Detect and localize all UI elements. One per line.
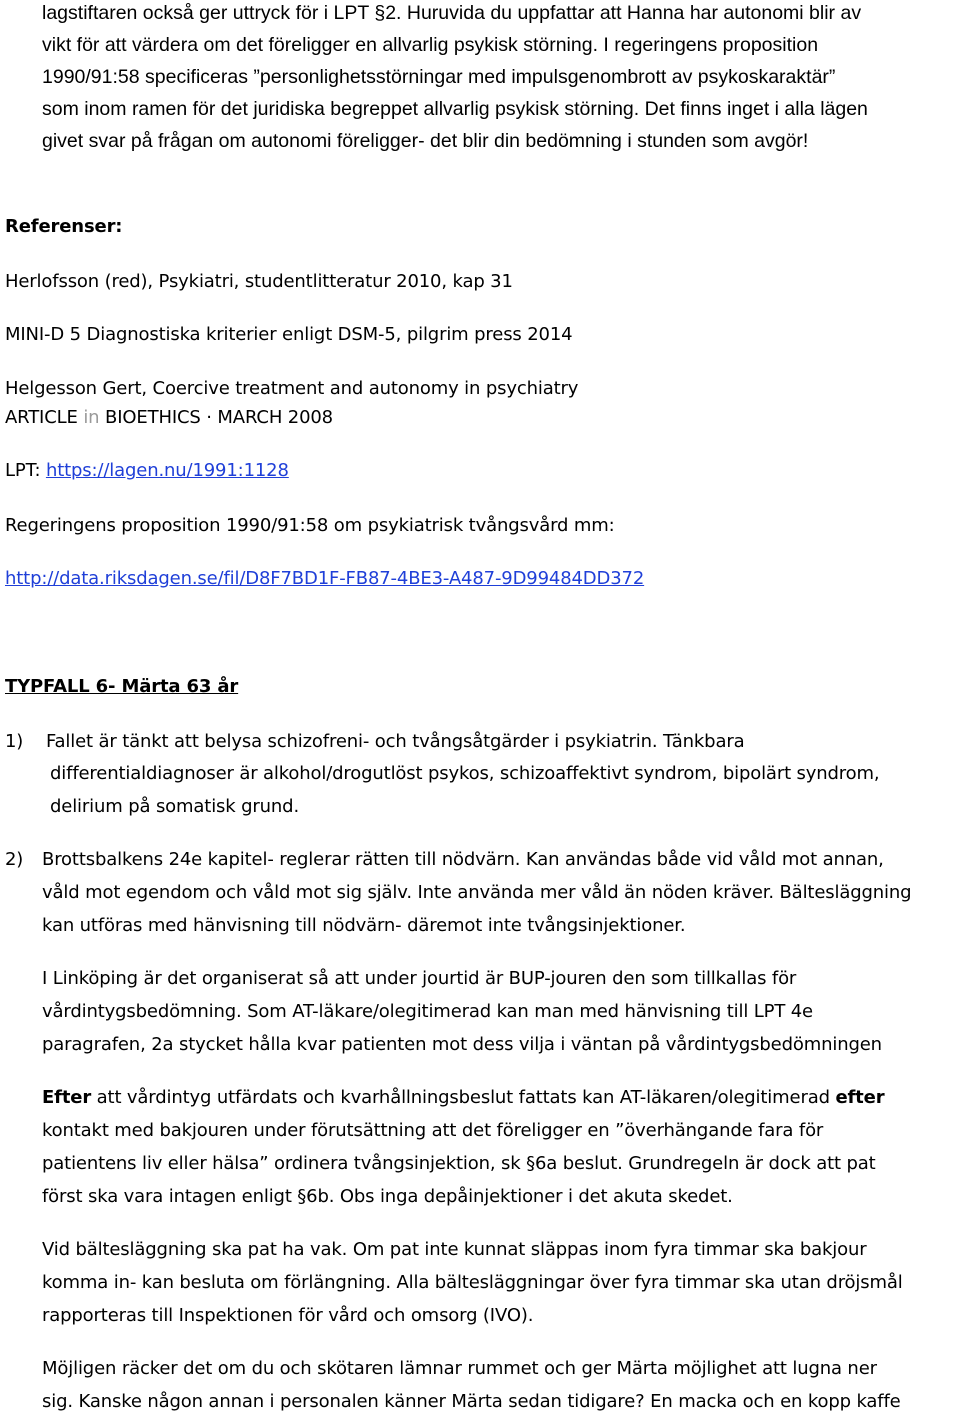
reference-proposition-url <box>5 567 644 591</box>
efter-line-1 <box>42 1086 884 1110</box>
efter-line-2: kontakt med bakjouren under förutsättning att det föreligger en ”överhängande fara för <box>42 1120 824 1141</box>
balte-line-2: komma in- kan besluta om förlängning. Alla bältesläggningar över fyra timmar ska utan dröjsmål <box>42 1272 903 1293</box>
reference-helgesson: Helgesson Gert, Coercive treatment and autonomy in psychiatry <box>5 378 579 399</box>
in-label: in <box>83 407 100 428</box>
item-1-line-2: differentialdiagnoser är alkohol/drogutlöst psykos, schizoaffektivt syndrom, bipolärt syndrom, <box>50 763 880 784</box>
reference-proposition: Regeringens proposition 1990/91:58 om psykiatrisk tvångsvård mm: <box>5 515 615 536</box>
balte-line-1: Vid bältesläggning ska pat ha vak. Om pat inte kunnat släppas inom fyra timmar ska bakjour <box>42 1239 867 1260</box>
case-heading: TYPFALL 6- Märta 63 år <box>5 676 239 697</box>
intro-line-5: givet svar på frågan om autonomi föreligger- det blir din bedömning i stunden som avgör! <box>42 130 809 152</box>
item-1-number: 1) <box>5 731 24 752</box>
intro-line-1: lagstiftaren också ger uttryck för i LPT §2. Huruvida du uppfattar att Hanna har autonomi blir av <box>42 2 862 24</box>
intro-line-2: vikt för att värdera om det föreligger en allvarlig psykisk störning. I regeringens proposition <box>42 34 819 56</box>
intro-line-3: 1990/91:58 specificeras ”personlighetsstörningar med impulsgenombrott av psykoskaraktär” <box>42 66 836 88</box>
linkoping-line-3: paragrafen, 2a stycket hålla kvar patienten mot dess vilja i väntan på vårdintygsbedömningen <box>42 1034 882 1055</box>
efter-bold-2: efter <box>835 1087 885 1108</box>
proposition-link[interactable]: http://data.riksdagen.se/fil/D8F7BD1F-FB87-4BE3-A487-9D99484DD372 <box>5 568 645 589</box>
item-2-line-1: Brottsbalkens 24e kapitel- reglerar rätten till nödvärn. Kan användas både vid våld mot annan, <box>42 849 884 870</box>
lpt-link[interactable]: https://lagen.nu/1991:1128 <box>45 460 289 481</box>
last-line-1: Möjligen räcker det om du och skötaren lämnar rummet och ger Märta möjlighet att lugna ner <box>42 1358 877 1379</box>
article-label: ARTICLE <box>5 407 78 428</box>
journal-label: BIOETHICS · MARCH 2008 <box>105 407 333 428</box>
reference-lpt <box>5 459 289 483</box>
efter-line-4: först ska vara intagen enligt §6b. Obs inga depåinjektioner i det akuta skedet. <box>42 1186 733 1207</box>
reference-mini-d: MINI-D 5 Diagnostiska kriterier enligt DSM-5, pilgrim press 2014 <box>5 324 573 345</box>
item-2-line-3: kan utföras med hänvisning till nödvärn- däremot inte tvångsinjektioner. <box>42 915 686 936</box>
references-heading: Referenser: <box>5 216 123 237</box>
efter-mid: att vårdintyg utfärdats och kvarhållningsbeslut fattats kan AT-läkaren/olegitimerad <box>91 1087 836 1108</box>
item-1-line-1: Fallet är tänkt att belysa schizofreni- och tvångsåtgärder i psykiatrin. Tänkbara <box>46 731 745 752</box>
efter-bold-1: Efter <box>42 1087 92 1108</box>
linkoping-line-2: vårdintygsbedömning. Som AT-läkare/olegitimerad kan man med hänvisning till LPT 4e <box>42 1001 813 1022</box>
lpt-label: LPT: <box>5 460 46 481</box>
efter-line-3: patientens liv eller hälsa” ordinera tvångsinjektion, sk §6a beslut. Grundregeln är dock att pat <box>42 1153 876 1174</box>
balte-line-3: rapporteras till Inspektionen för vård och omsorg (IVO). <box>42 1305 534 1326</box>
intro-line-4: som inom ramen för det juridiska begreppet allvarlig psykisk störning. Det finns inget i alla lägen <box>42 98 868 120</box>
item-2-number: 2) <box>5 849 24 870</box>
reference-herlofsson: Herlofsson (red), Psykiatri, studentlitteratur 2010, kap 31 <box>5 271 513 292</box>
last-line-2: sig. Kanske någon annan i personalen känner Märta sedan tidigare? En macka och en kopp kaffe <box>42 1391 901 1412</box>
item-2-line-2: våld mot egendom och våld mot sig själv. Inte använda mer våld än nöden kräver. Bältesläggning <box>42 882 912 903</box>
linkoping-line-1: I Linköping är det organiserat så att under jourtid är BUP-jouren den som tillkallas för <box>42 968 797 989</box>
reference-helgesson-source <box>5 406 333 430</box>
item-1-line-3: delirium på somatisk grund. <box>50 796 300 817</box>
